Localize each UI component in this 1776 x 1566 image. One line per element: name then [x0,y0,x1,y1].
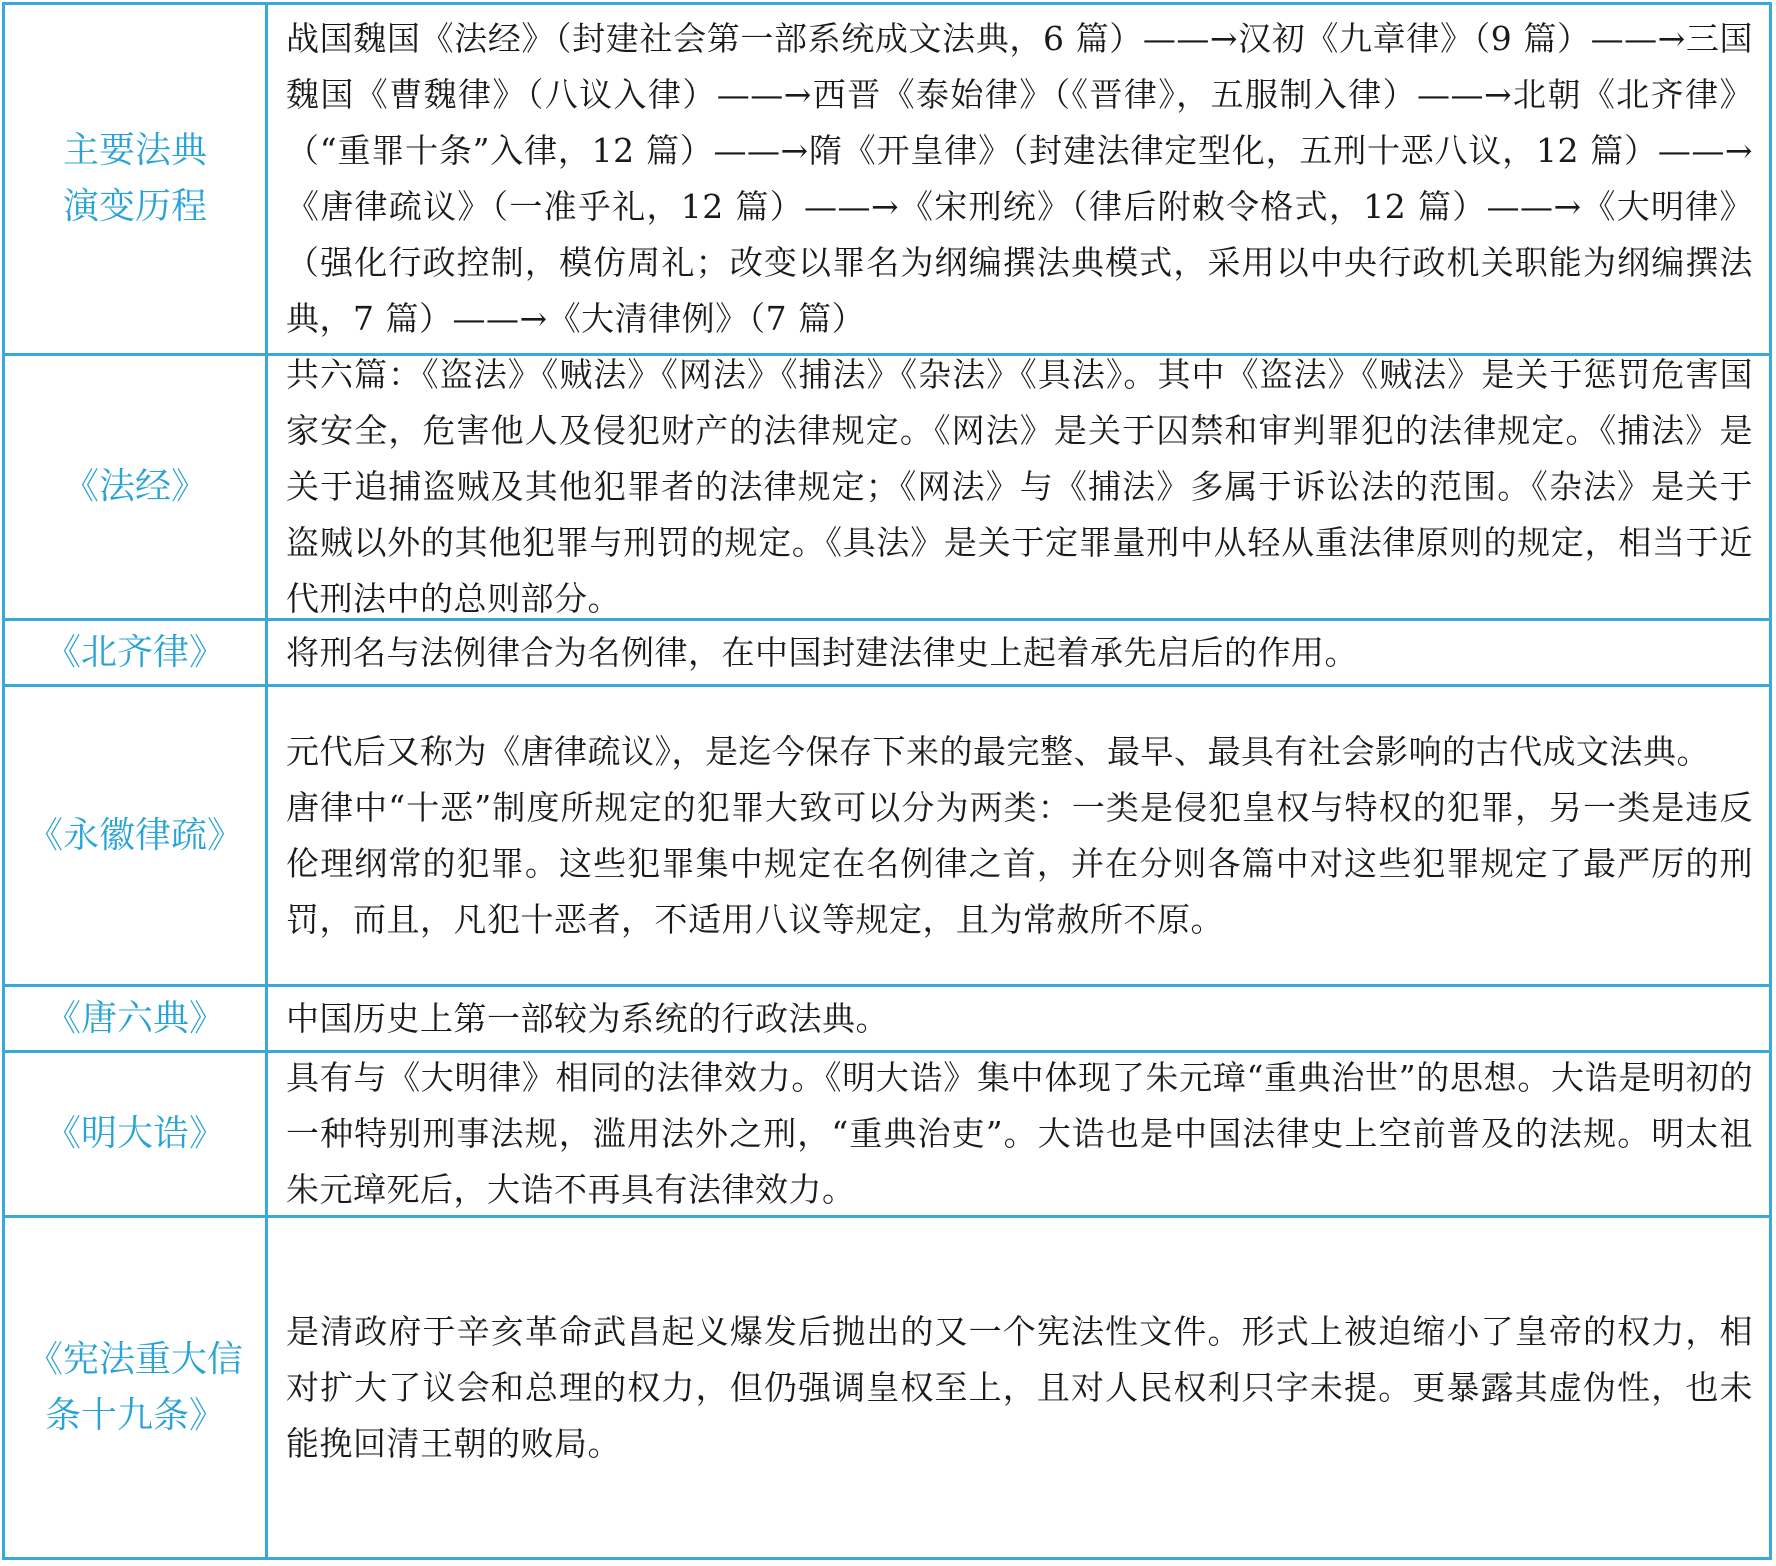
row-label [5,1053,268,1215]
table-row-yonghuilvshu [5,687,1769,987]
row-label-line: 《永徽律疏》 [26,814,243,856]
row-label-line: 《北齐律》 [44,631,225,673]
table-row-xianfa-19 [5,1218,1769,1557]
table-row-tangliudian [5,987,1769,1053]
row-paragraph: 战国魏国《法经》（封建社会第一部系统成文法典，6 篇）——→汉初《九章律》（9 篇）——→三国魏国《曹魏律》（八议入律）——→西晋《泰始律》（《晋律》，五服制入律）——→北朝《北齐律》（“重罪十条”入律，12 篇）——→隋《开皇律》（封建法律定型化，五刑十恶八议，12 篇）——→《唐律疏议》（一准乎礼，12 篇）——→《宋刑统》（律后附敕令格式，12 篇）——→《大明律》（强化行政控制，模仿周礼；改变以罪名为纲编撰法典模式，采用以中央行政机关职能为纲编撰法典，7 篇）——→《大清律例》（7 篇） [286,19,1753,338]
row-content [268,1053,1769,1215]
row-content [268,5,1769,353]
row-label [5,621,268,684]
row-label-line: 主要法典 [62,130,207,171]
row-content [268,621,1769,684]
table-row-fajing [5,356,1769,621]
row-label [5,1218,268,1557]
row-label-line: 《法经》 [62,466,207,507]
row-content [268,687,1769,984]
row-paragraph: 具有与《大明律》相同的法律效力。《明大诰》集中体现了朱元璋“重典治世”的思想。大诰是明初的一种特别刑事法规，滥用法外之刑，“重典治吏”。大诰也是中国法律史上空前普及的法规。明太祖朱元璋死后，大诰不再具有法律效力。 [286,1058,1753,1209]
row-paragraph: 共六篇：《盗法》《贼法》《网法》《捕法》《杂法》《具法》。其中《盗法》《贼法》是关于惩罚危害国家安全，危害他人及侵犯财产的法律规定。《网法》是关于囚禁和审判罪犯的法律规定。《捕法》是关于追捕盗贼及其他犯罪者的法律规定；《网法》与《捕法》多属于诉讼法的范围。《杂法》是关于盗贼以外的其他犯罪与刑罚的规定。《具法》是关于定罪量刑中从轻从重法律原则的规定，相当于近代刑法中的总则部分。 [286,355,1753,618]
row-label [5,356,268,618]
legal-codes-table [2,2,1772,1560]
row-label-line: 演变历程 [62,186,207,227]
row-label-line: 《明大诰》 [44,1113,225,1154]
row-content [268,987,1769,1050]
row-label [5,987,268,1050]
row-paragraph: 中国历史上第一部较为系统的行政法典。 [286,998,889,1038]
table-row-beiqilv [5,621,1769,687]
row-label-line: 条十九条》 [44,1394,225,1436]
row-content [268,1218,1769,1557]
row-label [5,687,268,984]
table-row-mingdagao [5,1053,1769,1218]
table-row-major-codes [5,5,1769,356]
row-paragraph: 将刑名与法例律合为名例律，在中国封建法律史上起着承先启后的作用。 [286,632,1358,672]
row-label-line: 《唐六典》 [44,997,225,1039]
row-label [5,5,268,353]
row-content [268,356,1769,618]
row-label-line: 《宪法重大信 [26,1338,243,1380]
row-paragraph: 是清政府于辛亥革命武昌起义爆发后抛出的又一个宪法性文件。形式上被迫缩小了皇帝的权力，相对扩大了议会和总理的权力，但仍强调皇权至上，且对人民权利只字未提。更暴露其虚伪性，也未能挽回清王朝的败局。 [286,1311,1753,1463]
row-paragraph: 唐律中“十恶”制度所规定的犯罪大致可以分为两类：一类是侵犯皇权与特权的犯罪，另一类是违反伦理纲常的犯罪。这些犯罪集中规定在名例律之首，并在分则各篇中对这些犯罪规定了最严厉的刑罚，而且，凡犯十恶者，不适用八议等规定，且为常赦所不原。 [286,787,1753,939]
row-paragraph: 元代后又称为《唐律疏议》，是迄今保存下来的最完整、最早、最具有社会影响的古代成文法典。 [286,731,1710,771]
